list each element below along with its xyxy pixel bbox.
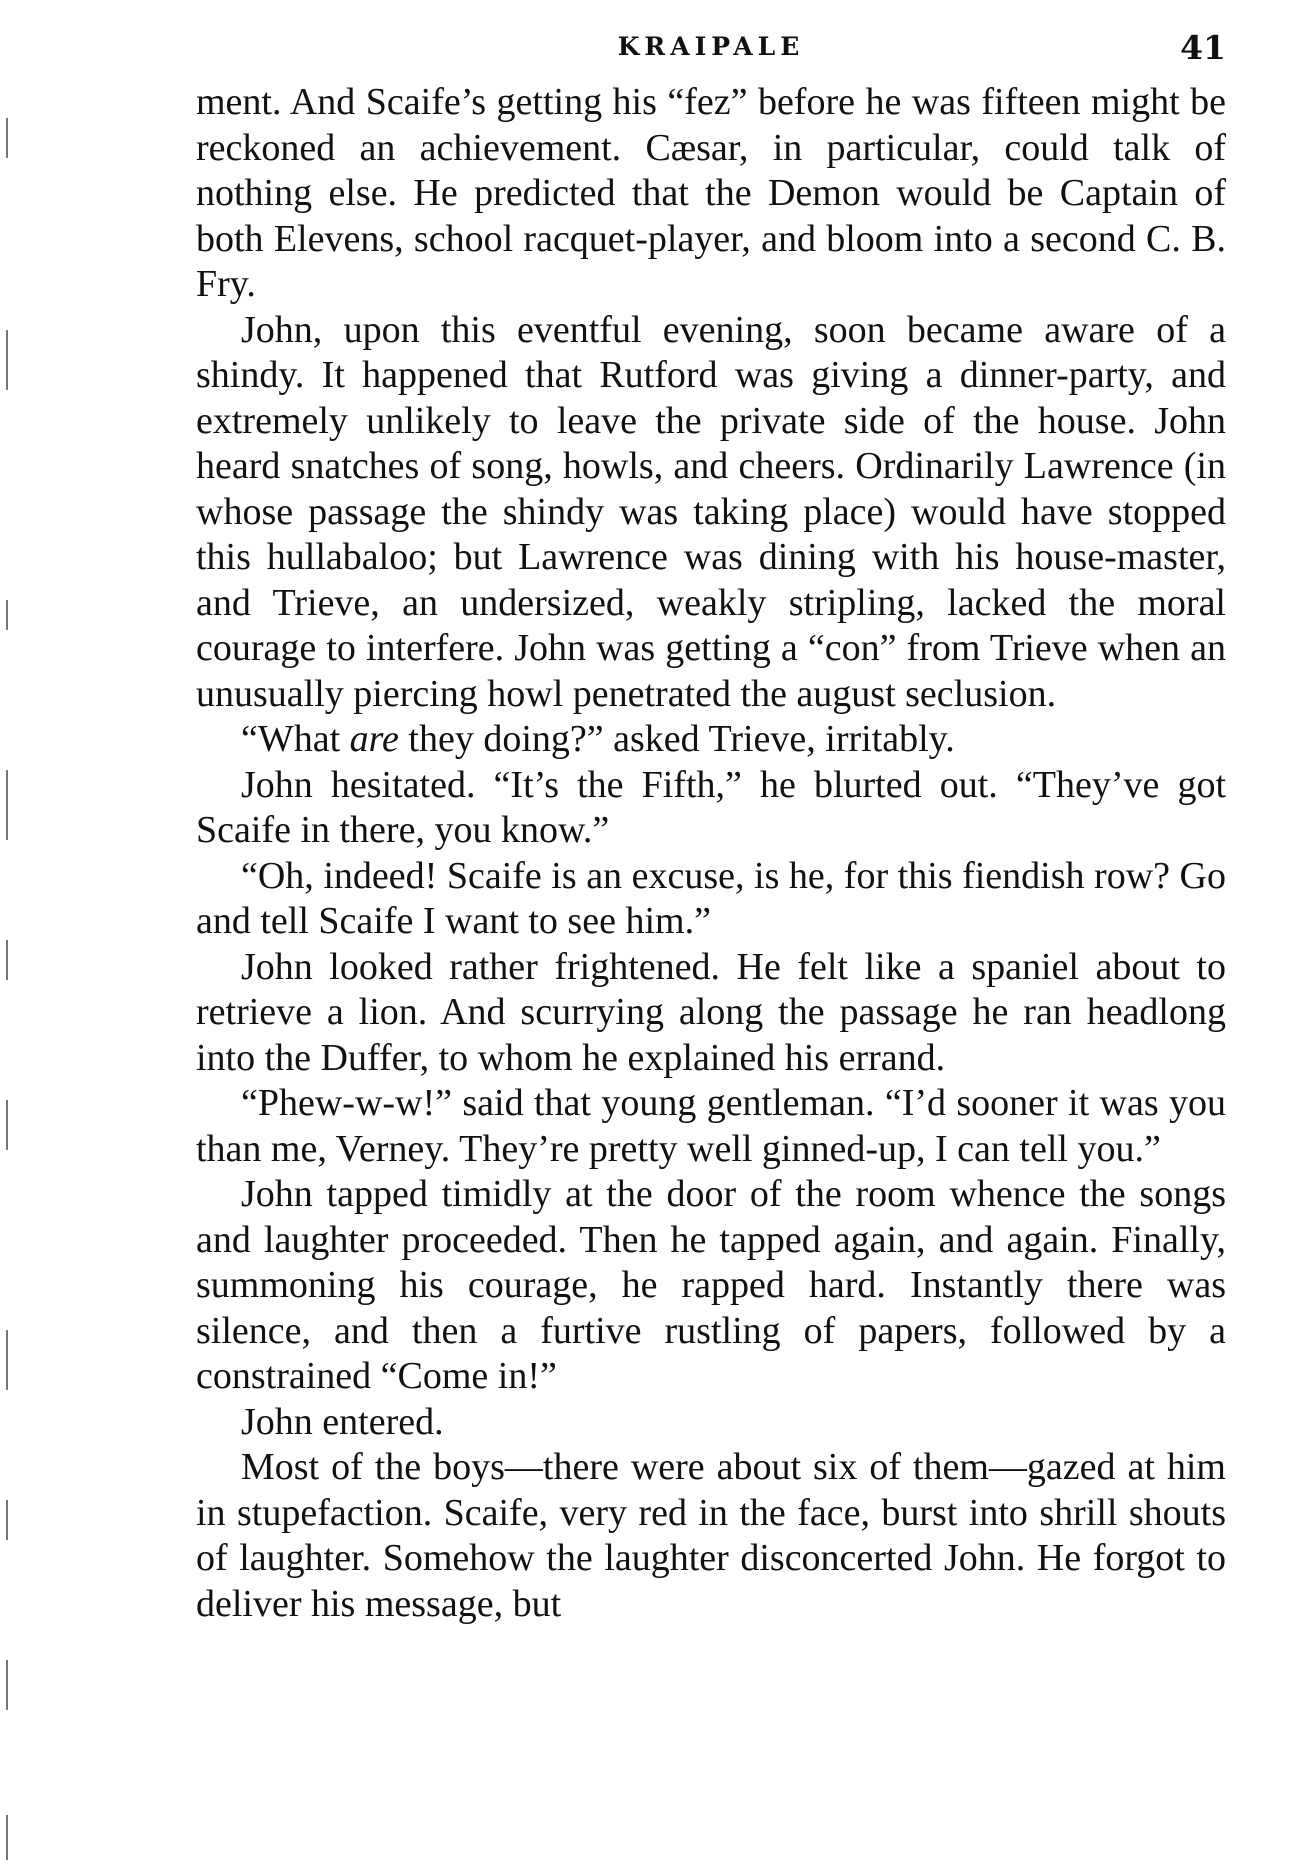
body-text	[196, 80, 1226, 1627]
text-run: John tapped timidly at the door of the room whence the songs and laughter proceeded. Then he tapped again, and again. Finally, summoning his courage, he rapped hard. Instantly there was silence, and then a furtive rustling of papers, followed by a constrained “Come in!”	[196, 1173, 1226, 1397]
text-run: Most of the boys—there were about six of them—gazed at him in stupefaction. Scaife, very red in the face, burst into shrill shouts of laughter. Somehow the laughter disconcerted John. He forgot to deliver his message, but	[196, 1446, 1226, 1625]
text-run: John entered.	[241, 1400, 444, 1443]
text-run: “Phew-w-w!” said that young gentleman. “I’d sooner it was you than me, Verney. They’re pretty well ginned-up, I can tell you.”	[196, 1082, 1226, 1170]
scan-edge-marks	[0, 0, 20, 1871]
running-head	[196, 28, 1226, 68]
text-run: John looked rather frightened. He felt like a spaniel about to retrieve a lion. And scurrying along the passage he ran headlong into the Duffer, to whom he explained his errand.	[196, 945, 1226, 1079]
paragraph	[196, 763, 1226, 854]
running-title: KRAIPALE	[617, 32, 805, 61]
paragraph	[196, 945, 1226, 1082]
paragraph	[196, 308, 1226, 718]
text-run: “What	[241, 718, 350, 760]
text-run: John, upon this eventful evening, soon became aware of a shindy. It happened that Rutford was giving a dinner-party, and extremely unlikely to leave the private side of the house. John heard snatches of song, howls, and cheers. Ordinarily Lawrence (in whose passage the shindy was taking place) would have stopped this hullabaloo; but Lawrence was dining with his house-master, and Trieve, an undersized, weakly stripling, lacked the moral courage to interfere. John was getting a “con” from Trieve when an unusually piercing howl penetrated the august seclusion.	[196, 308, 1226, 715]
paragraph	[196, 717, 1226, 763]
paragraph	[196, 80, 1226, 308]
text-run: “Oh, indeed! Scaife is an excuse, is he, for this fiendish row? Go and tell Scaife I want to see him.”	[196, 854, 1226, 942]
paragraph	[196, 1400, 1226, 1446]
italic-text: are	[349, 718, 399, 760]
paragraph	[196, 854, 1226, 945]
paragraph	[196, 1172, 1226, 1400]
paragraph	[196, 1445, 1226, 1627]
text-run: they doing?” asked Trieve, irritably.	[398, 718, 955, 760]
text-run: John hesitated. “It’s the Fifth,” he blurted out. “They’ve got Scaife in there, you know.”	[196, 763, 1226, 851]
page-number: 41	[1180, 28, 1226, 67]
text-run: ment. And Scaife’s getting his “fez” before he was fifteen might be reckoned an achievement. Cæsar, in particular, could talk of nothing else. He predicted that the Demon would be Captain of both Elevens, school racquet-player, and bloom into a second C. B. Fry.	[196, 81, 1226, 305]
paragraph	[196, 1081, 1226, 1172]
